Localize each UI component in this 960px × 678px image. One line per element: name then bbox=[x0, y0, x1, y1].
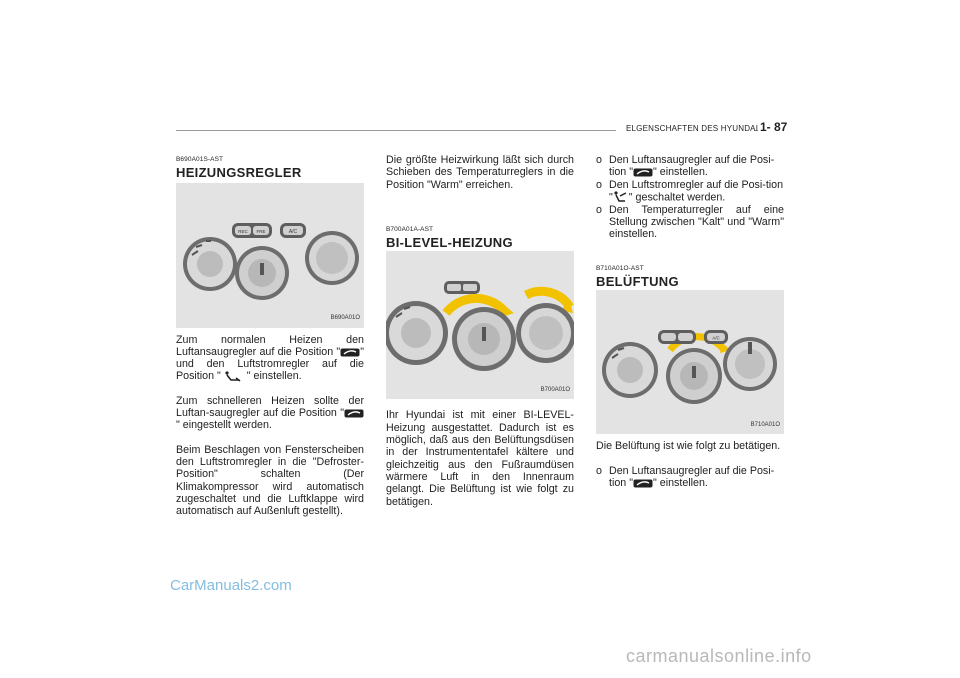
bullet-mark: o bbox=[596, 203, 602, 216]
text: " geschaltet werden. bbox=[628, 191, 726, 204]
paragraph-bi-level: Ihr Hyundai ist mit einer BI-LEVEL-Heizung ausgestattet. Dadurch ist es möglich, daß aus den Belüftungsdüsen in der Instrumententafel kältere und gleichzeitig aus den Fußraumdüsen wärmere Luft in den Innenraum gelangt. Die Belüftung ist wie folgt zu betätigen. bbox=[386, 409, 574, 508]
fan-speed-knob bbox=[452, 307, 516, 371]
text: Den Temperaturregler auf eine Stellung zwischen "Kalt" und "Warm" einstellen. bbox=[609, 203, 784, 241]
bullet-mark: o bbox=[596, 154, 602, 166]
fan-speed-knob bbox=[666, 348, 722, 404]
ac-button-label: A/C bbox=[712, 335, 720, 341]
section-heading: BELÜFTUNG bbox=[596, 274, 679, 290]
figure-label: B710A01O bbox=[750, 422, 780, 429]
temperature-knob bbox=[516, 303, 574, 363]
ac-button bbox=[704, 330, 728, 344]
column-1 bbox=[176, 154, 364, 517]
recirc-button-label: REC bbox=[238, 228, 248, 234]
text: Den Luftansaugregler auf die Posi-tion " bbox=[609, 464, 775, 489]
section-code: B710A01O-AST bbox=[596, 264, 644, 272]
ac-button bbox=[280, 223, 306, 238]
fan-mode-knob bbox=[386, 301, 448, 365]
temperature-knob bbox=[723, 337, 777, 391]
text: " einstellen. bbox=[653, 166, 708, 179]
text: Zum schnelleren Heizen sollte der Luftan-saugregler auf die Position bbox=[176, 394, 364, 420]
watermark-carmanualsonline[interactable]: carmanualsonline.info bbox=[626, 646, 812, 666]
floor-mode-icon bbox=[224, 371, 244, 383]
paragraph-ventilation: Die Belüftung ist wie folgt zu betätigen. bbox=[596, 440, 781, 453]
fresh-button-label: FRE bbox=[256, 228, 266, 234]
fan-speed-knob bbox=[235, 246, 289, 300]
text: " einstellen. bbox=[653, 476, 708, 489]
fresh-air-icon bbox=[633, 479, 653, 488]
section-code: B700A01A-AST bbox=[386, 225, 434, 233]
running-head: ELGENSCHAFTEN DES HYUNDAI bbox=[626, 124, 759, 133]
fresh-air-icon bbox=[344, 409, 364, 418]
watermark-carmanuals2[interactable]: CarManuals2.com bbox=[170, 577, 292, 594]
text: Zum normalen Heizen den Luftansaugregler auf die Position bbox=[176, 333, 364, 358]
bullet-mark: o bbox=[596, 178, 602, 191]
bullet-item bbox=[596, 204, 784, 241]
ac-button-label: A/C bbox=[288, 228, 298, 235]
column-2 bbox=[386, 154, 574, 508]
fan-mode-knob bbox=[183, 237, 237, 291]
bullet-item bbox=[596, 179, 784, 204]
text: Position " bbox=[176, 370, 221, 383]
heater-control-figure bbox=[176, 183, 364, 328]
fan-mode-knob bbox=[602, 342, 658, 398]
bi-level-figure bbox=[386, 251, 574, 399]
paragraph-max-heat: Die größte Heizwirkung läßt sich durch Schieben des Temperaturreglers in die Position "Warm" erreichen. bbox=[386, 154, 574, 191]
section-heading: HEIZUNGSREGLER bbox=[176, 165, 302, 181]
text: Den Luftansaugregler auf die Posi-tion " bbox=[609, 154, 775, 179]
control-panel-illustration bbox=[596, 290, 784, 434]
figure-label: B700A01O bbox=[540, 387, 570, 394]
temperature-knob bbox=[305, 231, 359, 285]
text: " einstellen. bbox=[246, 370, 302, 383]
fresh-air-icon bbox=[633, 168, 653, 177]
bullet-item bbox=[596, 465, 784, 490]
control-panel-illustration bbox=[176, 183, 364, 328]
text: " und den Luftstromregler auf die bbox=[176, 345, 365, 371]
figure-label: B690A01O bbox=[330, 315, 360, 322]
text: Den Luftstromregler auf die Posi-tion " bbox=[609, 178, 784, 204]
bullet-item bbox=[596, 154, 784, 179]
control-panel-illustration bbox=[386, 251, 574, 399]
paragraph-defrost: Beim Beschlagen von Fensterscheiben den Luftstromregler in die "Defroster-Position" schalten (Der Klimakompressor wird automatisch zugeschaltet und die Luftklappe wird automatisch auf Außenluft gestellt). bbox=[176, 443, 364, 518]
header-rule bbox=[176, 130, 616, 131]
page-number: 1- 87 bbox=[760, 120, 788, 134]
section-heading: BI-LEVEL-HEIZUNG bbox=[386, 235, 513, 251]
paragraph-fast-heating: Zum schnelleren Heizen sollte der Luftan-saugregler auf die Position "" eingestellt werden. bbox=[176, 394, 364, 432]
recirc-buttons bbox=[232, 223, 272, 238]
recirc-buttons bbox=[658, 330, 696, 344]
fresh-air-icon bbox=[340, 348, 360, 357]
text: " eingestellt werden. bbox=[176, 419, 272, 432]
bi-level-mode-icon bbox=[613, 191, 629, 204]
section-code: B690A01S-AST bbox=[176, 156, 224, 163]
ventilation-figure bbox=[596, 290, 784, 434]
recirc-buttons bbox=[444, 281, 480, 294]
column-3 bbox=[596, 154, 784, 489]
paragraph-normal-heating: Zum normalen Heizen den Luftansaugregler auf die Position " " und den Luftstromregler auf die Position " " einstellen. bbox=[176, 333, 365, 383]
bullet-mark: o bbox=[596, 464, 602, 477]
